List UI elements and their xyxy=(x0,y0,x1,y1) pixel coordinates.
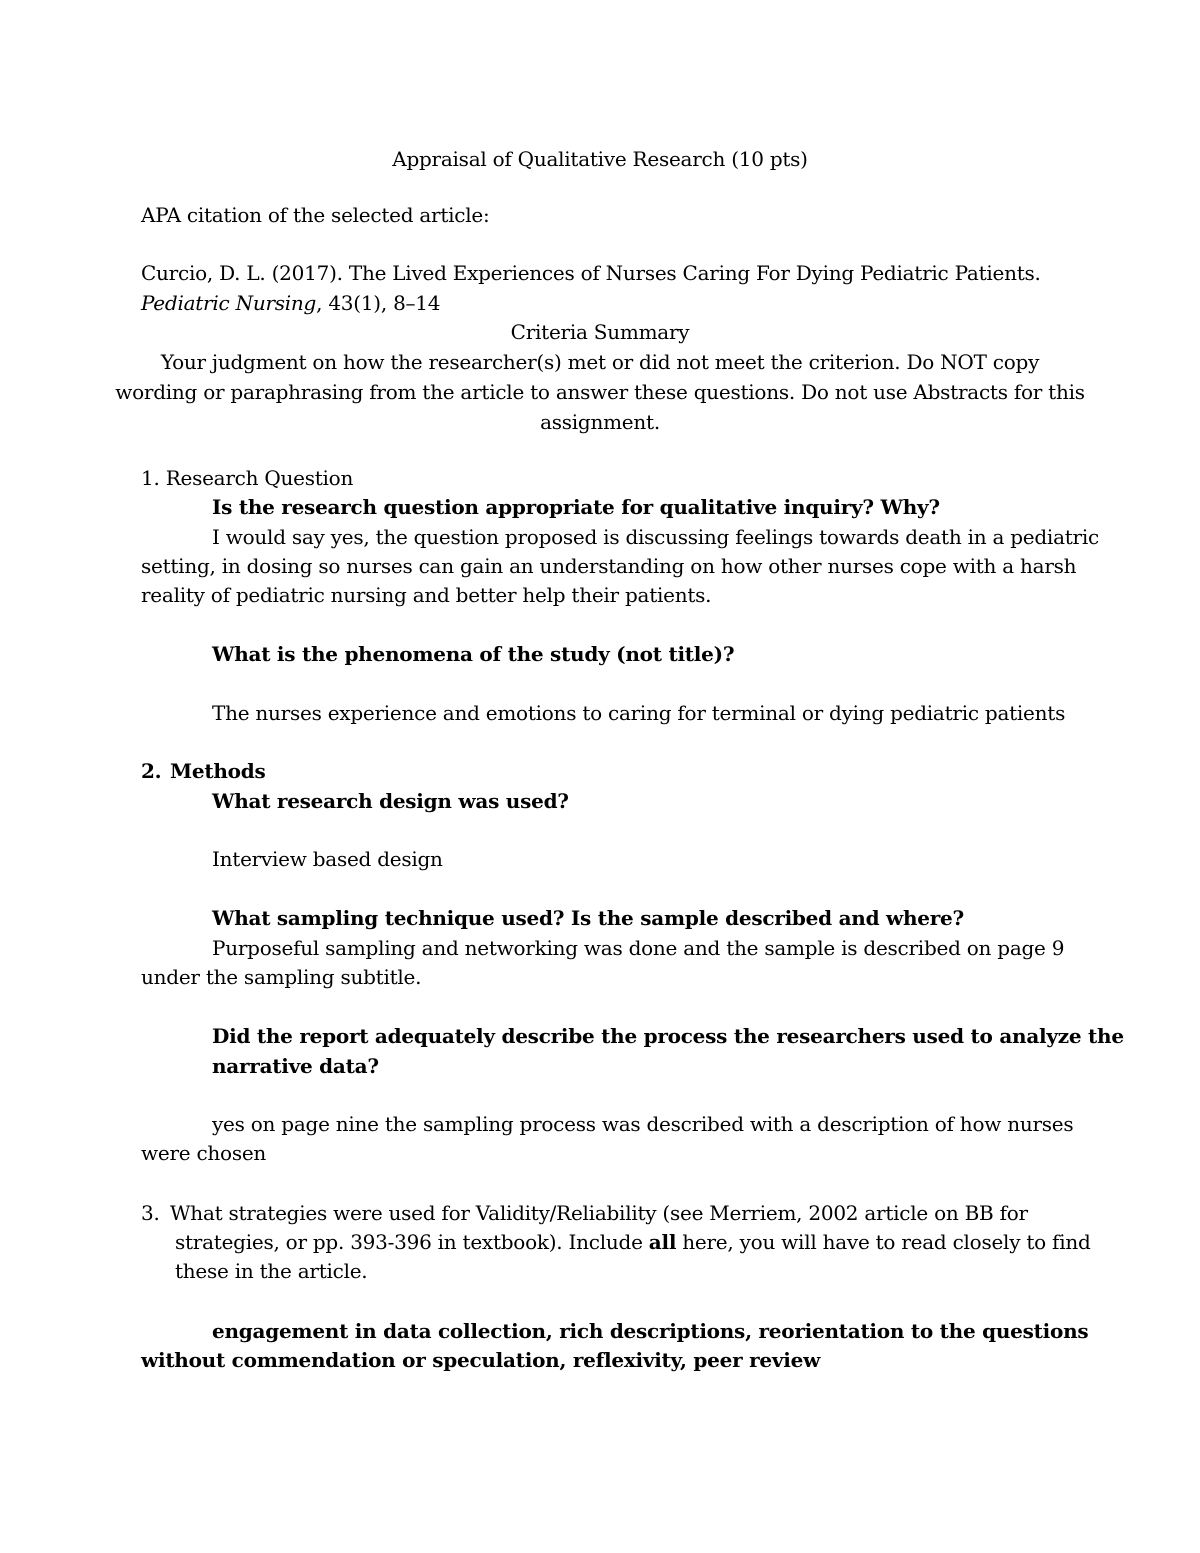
section-2-answer-1: Interview based design xyxy=(212,847,443,871)
section-2-answer-2-line-1: Purposeful sampling and networking was done and the sample is described on page 9 xyxy=(212,936,1065,960)
section-3-emphasis-all: all xyxy=(648,1230,677,1254)
section-2-answer-3-line-1: yes on page nine the sampling process was described with a description of how nurses xyxy=(212,1112,1074,1136)
section-2-answer-2-line-2: under the sampling subtitle. xyxy=(141,965,422,989)
section-3-question-line-3: these in the article. xyxy=(175,1259,368,1283)
instructions-line-1: Your judgment on how the researcher(s) met or did not meet the criterion. Do NOT copy xyxy=(160,350,1040,374)
instructions-line-2: wording or paraphrasing from the article to answer these questions. Do not use Abstracts for this xyxy=(115,380,1085,404)
section-1-answer-1-line-1: I would say yes, the question proposed is discussing feelings towards death in a pediatric xyxy=(212,525,1099,549)
section-2-question-3-line-1: Did the report adequately describe the process the researchers used to analyze the xyxy=(212,1024,1124,1048)
criteria-heading: Criteria Summary xyxy=(510,320,690,344)
citation-label: APA citation of the selected article: xyxy=(141,203,490,227)
citation-text: Curcio, D. L. (2017). The Lived Experiences of Nurses Caring For Dying Pediatric Patients. xyxy=(141,261,1041,285)
section-2-question-1: What research design was used? xyxy=(212,789,569,813)
section-3-answer-line-2: without commendation or speculation, reflexivity, peer review xyxy=(141,1348,821,1372)
document-title: Appraisal of Qualitative Research (10 pts) xyxy=(392,147,808,171)
section-3-answer-line-1: engagement in data collection, rich descriptions, reorientation to the questions xyxy=(212,1319,1089,1343)
section-1-question-1: Is the research question appropriate for qualitative inquiry? Why? xyxy=(212,495,940,519)
citation-volume: , 43(1), 8–14 xyxy=(316,291,441,315)
section-3-question-line-1: What strategies were used for Validity/Reliability (see Merriem, 2002 article on BB for xyxy=(170,1201,1028,1225)
section-2-question-2: What sampling technique used? Is the sample described and where? xyxy=(212,906,964,930)
citation-source xyxy=(141,291,440,315)
section-1-answer-1-line-3: reality of pediatric nursing and better help their patients. xyxy=(141,583,712,607)
section-3-question-line-2-post: here, you will have to read closely to find xyxy=(676,1230,1091,1254)
section-3-number: 3. xyxy=(141,1201,160,1225)
section-1-question-2: What is the phenomena of the study (not title)? xyxy=(212,642,735,666)
section-2-number: 2. xyxy=(141,759,162,783)
section-1-answer-1-line-2: setting, in dosing so nurses can gain an understanding on how other nurses cope with a harsh xyxy=(141,554,1077,578)
section-3-question-line-2 xyxy=(175,1230,1091,1254)
section-2-question-3-line-2: narrative data? xyxy=(212,1054,379,1078)
citation-journal: Pediatric Nursing xyxy=(141,291,317,315)
section-2-heading: Methods xyxy=(170,759,266,783)
instructions-line-3: assignment. xyxy=(540,410,660,434)
section-2-answer-3-line-2: were chosen xyxy=(141,1141,267,1165)
section-1-heading: 1. Research Question xyxy=(141,466,354,490)
section-3-question-line-2-pre: strategies, or pp. 393-396 in textbook). Include xyxy=(175,1230,649,1254)
section-1-answer-2: The nurses experience and emotions to caring for terminal or dying pediatric patients xyxy=(212,701,1066,725)
